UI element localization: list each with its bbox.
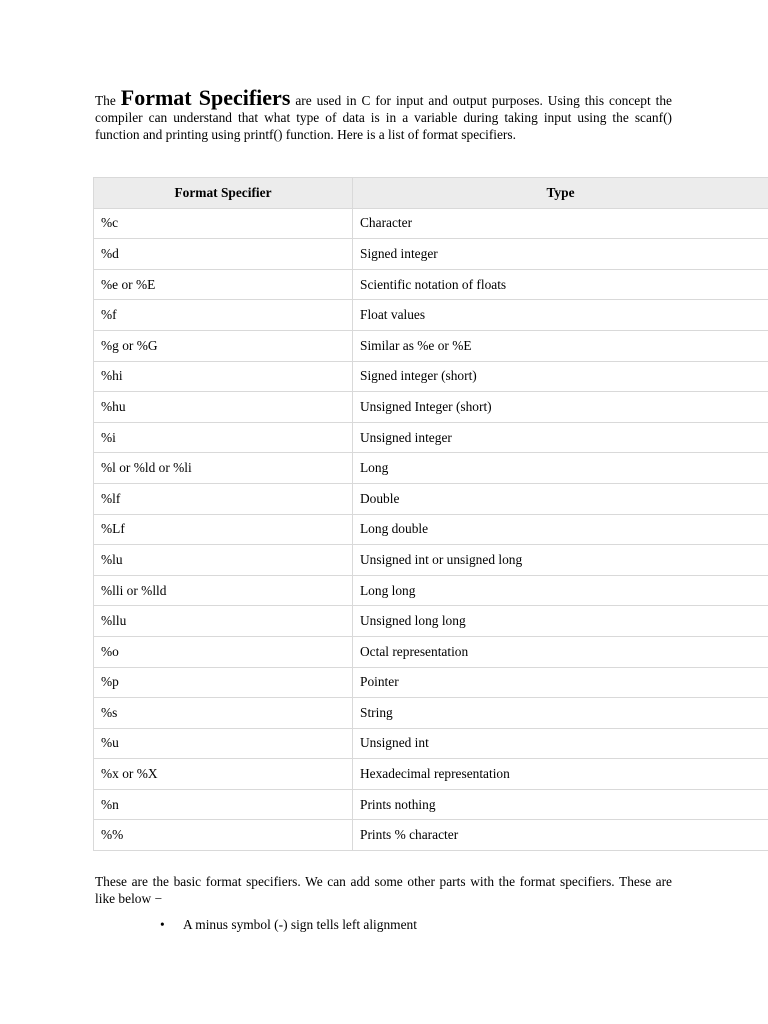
table-row xyxy=(94,422,768,453)
table-row xyxy=(94,453,768,484)
type-cell: Prints % character xyxy=(353,820,768,851)
table-row xyxy=(94,636,768,667)
type-cell: Unsigned integer xyxy=(353,422,768,453)
header-format-specifier: Format Specifier xyxy=(94,178,353,209)
table-row xyxy=(94,300,768,331)
type-cell: Unsigned Integer (short) xyxy=(353,392,768,423)
table-row xyxy=(94,759,768,790)
intro-lead: The xyxy=(95,93,116,108)
specifier-cell: %d xyxy=(94,239,353,270)
type-cell: Long double xyxy=(353,514,768,545)
table-row xyxy=(94,545,768,576)
type-cell: Signed integer xyxy=(353,239,768,270)
specifier-cell: %x or %X xyxy=(94,759,353,790)
intro-term: Format Specifiers xyxy=(120,85,291,110)
list-item-text: A minus symbol (-) sign tells left alignment xyxy=(183,917,417,932)
table-row xyxy=(94,330,768,361)
type-cell: Similar as %e or %E xyxy=(353,330,768,361)
format-specifier-table xyxy=(93,177,768,851)
type-cell: Double xyxy=(353,483,768,514)
type-cell: Character xyxy=(353,208,768,239)
specifier-cell: %n xyxy=(94,789,353,820)
table-row xyxy=(94,820,768,851)
outro-paragraph: These are the basic format specifiers. We can add some other parts with the format specifiers. These are like below − xyxy=(95,874,672,906)
table-row xyxy=(94,483,768,514)
intro-text: are used in C for input and output purposes. Using this concept the compiler can understand that what type of data is in a variable during taking input using the scanf() function and printing using printf() function. Here is a list of format specifiers. xyxy=(95,93,672,142)
specifier-cell: %s xyxy=(94,698,353,729)
table-row xyxy=(94,361,768,392)
table-row xyxy=(94,606,768,637)
specifier-cell: %lu xyxy=(94,545,353,576)
specifier-cell: %hu xyxy=(94,392,353,423)
specifier-cell: %g or %G xyxy=(94,330,353,361)
type-cell: Unsigned int xyxy=(353,728,768,759)
specifier-cell: %e or %E xyxy=(94,269,353,300)
type-cell: Unsigned int or unsigned long xyxy=(353,545,768,576)
type-cell: String xyxy=(353,698,768,729)
table-row xyxy=(94,208,768,239)
table-row xyxy=(94,698,768,729)
table-row xyxy=(94,392,768,423)
type-cell: Float values xyxy=(353,300,768,331)
specifier-cell: %lf xyxy=(94,483,353,514)
bullet-icon: • xyxy=(160,917,165,932)
type-cell: Octal representation xyxy=(353,636,768,667)
table-row xyxy=(94,575,768,606)
type-cell: Signed integer (short) xyxy=(353,361,768,392)
specifier-cell: %% xyxy=(94,820,353,851)
type-cell: Hexadecimal representation xyxy=(353,759,768,790)
bullet-list xyxy=(158,916,417,934)
specifier-cell: %llu xyxy=(94,606,353,637)
specifier-cell: %lli or %lld xyxy=(94,575,353,606)
type-cell: Unsigned long long xyxy=(353,606,768,637)
specifier-cell: %l or %ld or %li xyxy=(94,453,353,484)
specifier-cell: %hi xyxy=(94,361,353,392)
specifier-cell: %c xyxy=(94,208,353,239)
specifier-cell: %f xyxy=(94,300,353,331)
intro-paragraph xyxy=(95,85,672,143)
table-row xyxy=(94,239,768,270)
specifier-cell: %Lf xyxy=(94,514,353,545)
list-item xyxy=(158,916,417,934)
specifier-cell: %u xyxy=(94,728,353,759)
table-row xyxy=(94,269,768,300)
table-row xyxy=(94,728,768,759)
table-row xyxy=(94,514,768,545)
table-row xyxy=(94,789,768,820)
specifier-cell: %i xyxy=(94,422,353,453)
type-cell: Long xyxy=(353,453,768,484)
specifier-cell: %o xyxy=(94,636,353,667)
type-cell: Long long xyxy=(353,575,768,606)
type-cell: Pointer xyxy=(353,667,768,698)
specifier-cell: %p xyxy=(94,667,353,698)
type-cell: Scientific notation of floats xyxy=(353,269,768,300)
table-header-row xyxy=(94,178,768,209)
type-cell: Prints nothing xyxy=(353,789,768,820)
header-type: Type xyxy=(353,178,768,209)
table-row xyxy=(94,667,768,698)
